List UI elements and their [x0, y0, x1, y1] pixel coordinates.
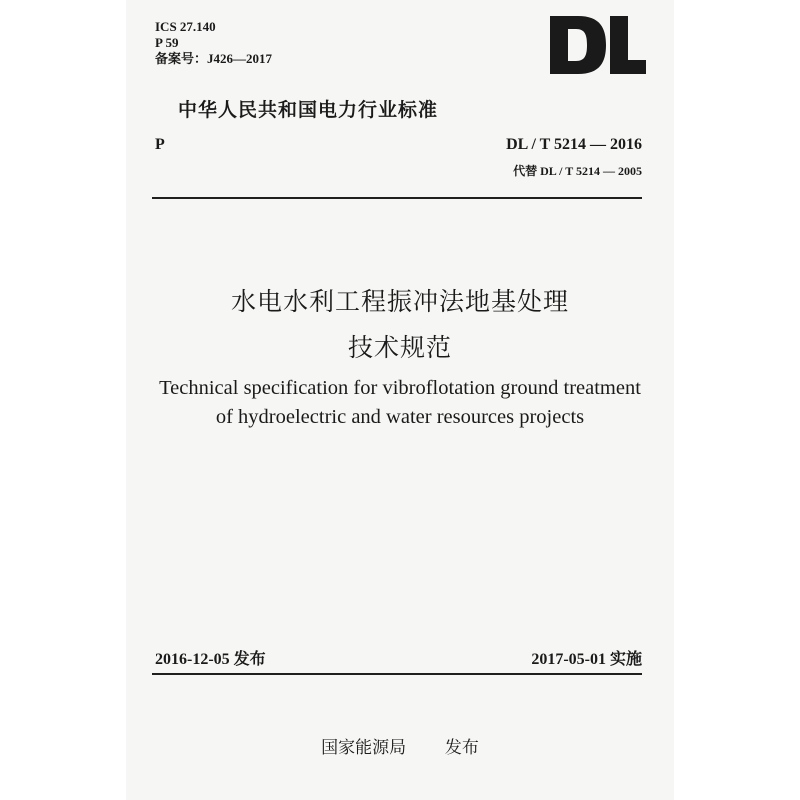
filing-number: 备案号：J426—2017 [155, 51, 273, 66]
dl-logo [548, 14, 648, 76]
issue-label: 发布 [233, 649, 266, 668]
title-english-line1: Technical specification for vibroflotation ground treatment [159, 377, 641, 399]
title-english-line2: of hydroelectric and water resources projects [215, 406, 585, 428]
header-codes [155, 19, 272, 67]
industry-standard-title: 中华人民共和国电力行业标准 [178, 99, 439, 121]
issue-date-block [155, 646, 266, 669]
title-chinese-line1: 水电水利工程振冲法地基处理 [230, 287, 569, 316]
ics-code: ICS 27.140 [155, 19, 216, 34]
publisher-label: 发布 [444, 738, 479, 758]
publisher-name: 国家能源局 [321, 738, 407, 758]
top-divider [152, 197, 642, 199]
category-code: P 59 [155, 35, 179, 50]
title-english [140, 374, 660, 432]
implementation-date: 2017-05-01 [531, 651, 606, 668]
title-chinese-line2: 技术规范 [347, 333, 452, 362]
publisher-block [150, 733, 650, 758]
issue-date: 2016-12-05 [155, 651, 230, 668]
replaces-standard: 代替 DL / T 5214 — 2005 [513, 164, 642, 178]
implementation-label: 实施 [609, 649, 642, 668]
logo-letter-d [550, 16, 606, 74]
standard-number: DL / T 5214 — 2016 [506, 136, 642, 153]
implementation-date-block [531, 646, 642, 669]
bottom-divider [152, 673, 642, 675]
logo-letter-l [610, 16, 646, 74]
category-letter: P [155, 136, 165, 153]
